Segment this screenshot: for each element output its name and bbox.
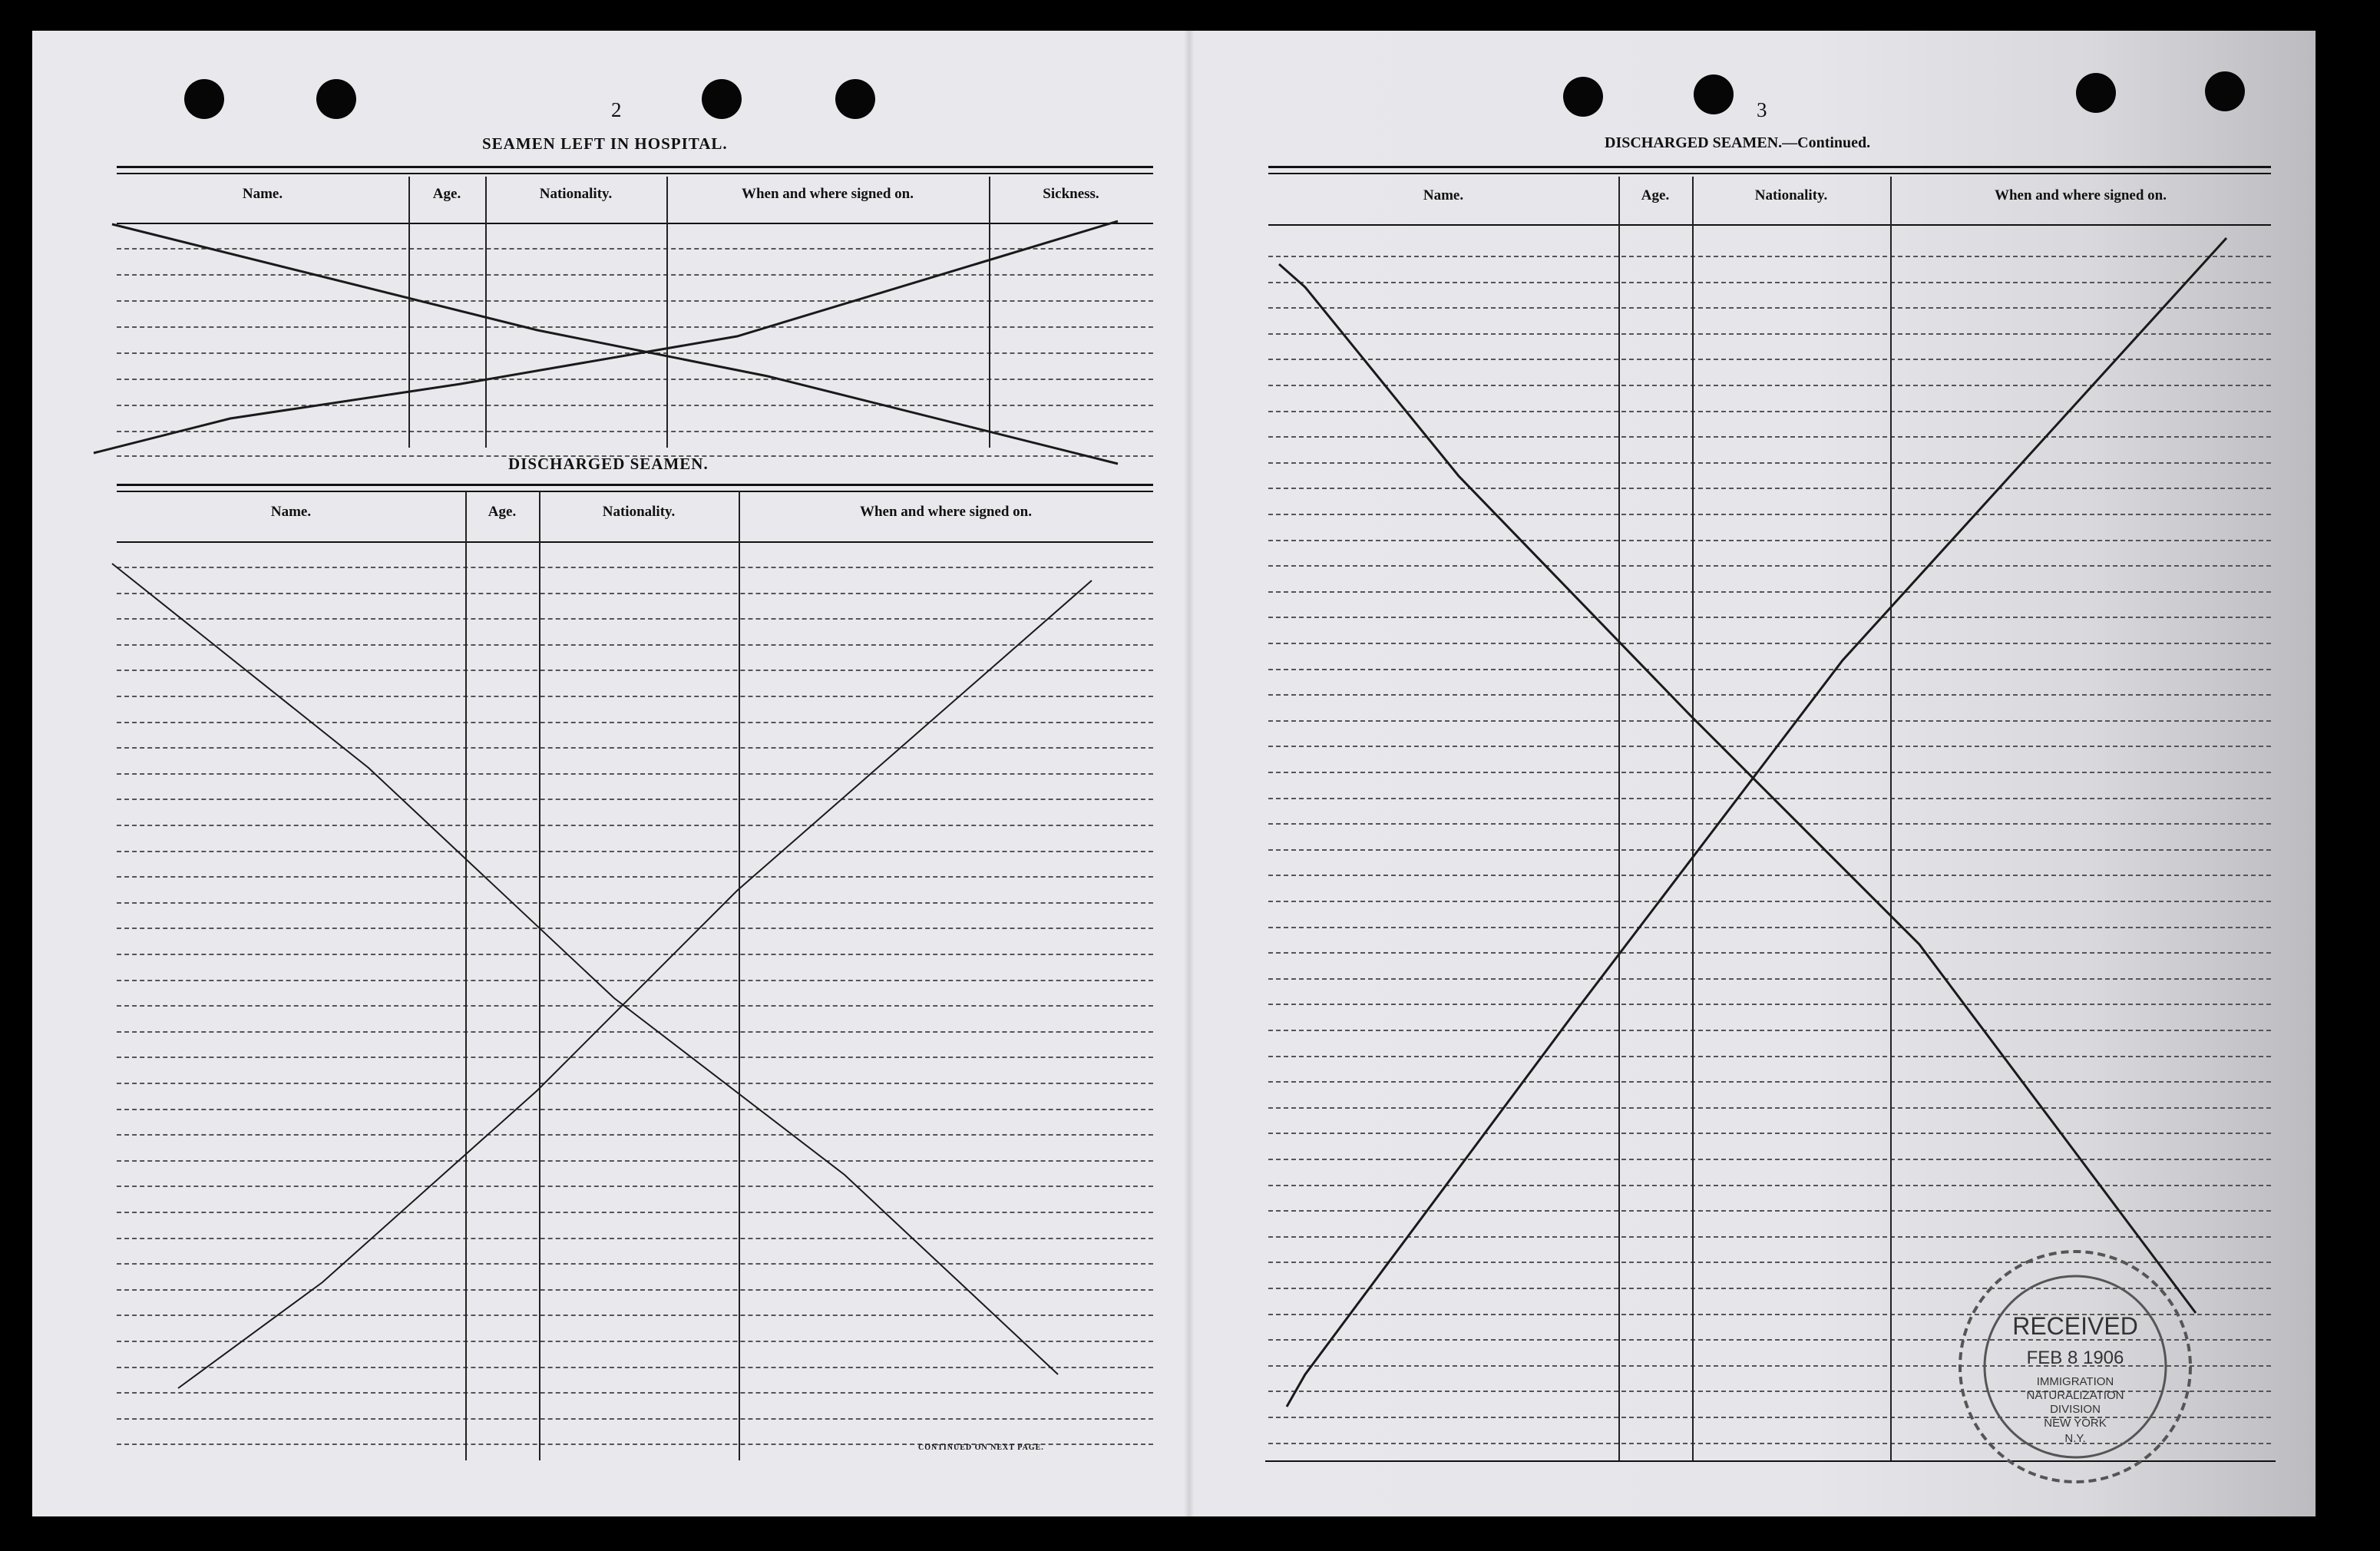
column-header-sickness: Sickness. xyxy=(1043,186,1099,202)
column-header-name: Name. xyxy=(270,504,312,520)
column-header-name: Name. xyxy=(1423,187,1464,203)
strike-line xyxy=(112,564,1058,1374)
stamp-line: N.Y. xyxy=(2064,1432,2086,1445)
stamp-line: IMMIGRATION xyxy=(2036,1375,2114,1388)
column-header-signed-on: When and where signed on. xyxy=(859,504,1032,520)
continued-note: CONTINUED ON NEXT PAGE. xyxy=(918,1444,1044,1452)
stamp-word: RECEIVED xyxy=(2012,1312,2138,1340)
strike-line xyxy=(178,580,1092,1388)
stamp-line: NEW YORK xyxy=(2044,1417,2107,1430)
stamp-line: DIVISION xyxy=(2050,1403,2101,1416)
stamp-line: NATURALIZATION xyxy=(2026,1389,2124,1402)
column-header-signed-on: When and where signed on. xyxy=(1994,187,2167,203)
discharged-section-title: DISCHARGED SEAMEN. xyxy=(508,455,709,473)
column-header-nationality: Nationality. xyxy=(539,186,613,202)
column-header-age: Age. xyxy=(488,504,517,520)
column-header-nationality: Nationality. xyxy=(1754,187,1828,203)
strike-line xyxy=(112,224,1118,464)
column-header-nationality: Nationality. xyxy=(602,504,676,520)
page-number: 2 xyxy=(611,98,622,121)
stamp-date: FEB 8 1906 xyxy=(2026,1348,2124,1368)
column-header-age: Age. xyxy=(1641,187,1670,203)
section-title: DISCHARGED SEAMEN.—Continued. xyxy=(1605,134,1871,151)
column-header-name: Name. xyxy=(242,186,283,202)
hospital-section-title: SEAMEN LEFT IN HOSPITAL. xyxy=(482,134,728,153)
column-header-signed-on: When and where signed on. xyxy=(741,186,914,202)
column-header-age: Age. xyxy=(432,186,461,202)
strike-line xyxy=(94,221,1118,453)
page-number: 3 xyxy=(1757,98,1767,121)
strike-line xyxy=(1287,238,2226,1407)
